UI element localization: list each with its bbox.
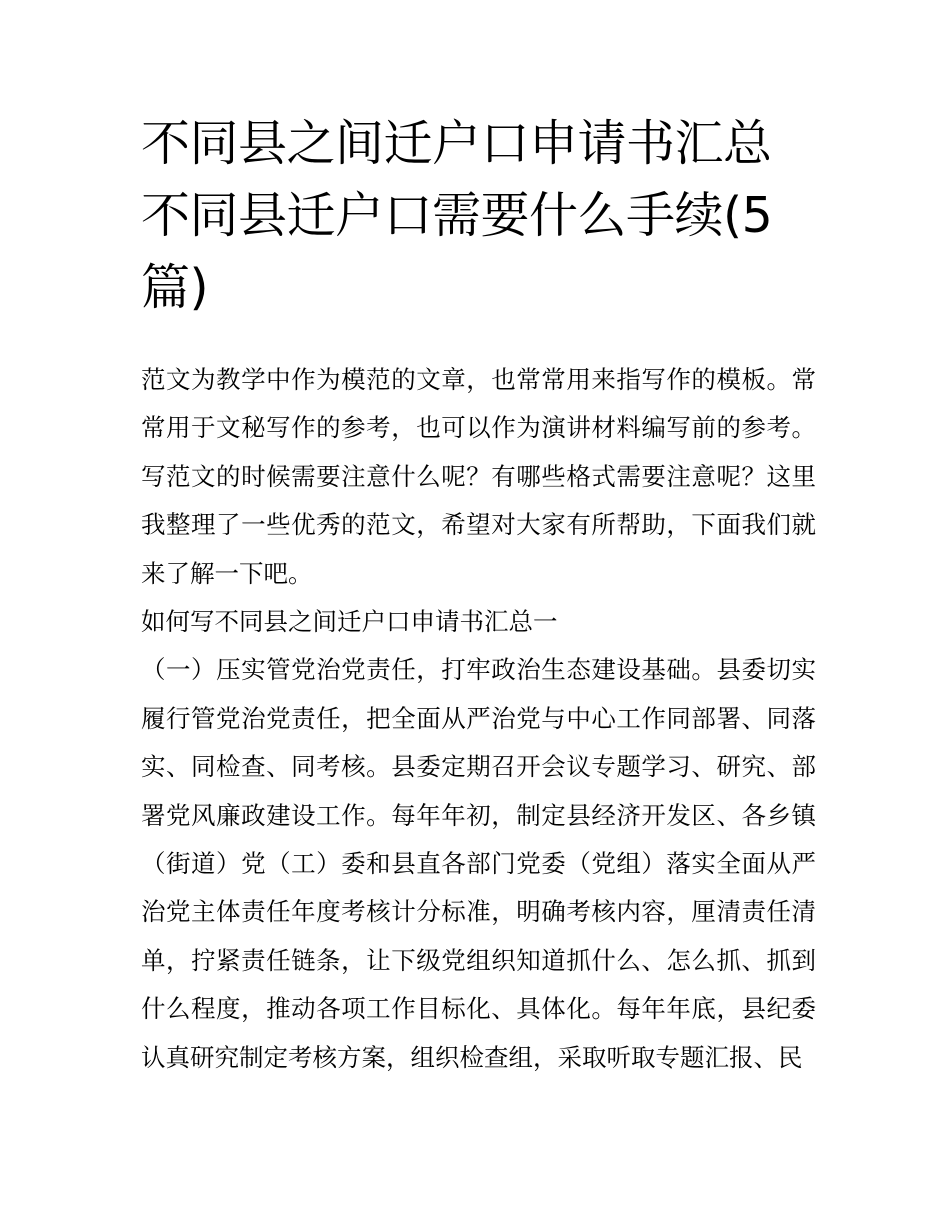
document-title: 不同县之间迁户口申请书汇总 不同县迁户口需要什么手续(5篇)	[141, 115, 773, 316]
intro-paragraph: 范文为教学中作为模范的文章，也常常用来指写作的模板。常常用于文秘写作的参考，也可以作为演讲材料编写前的参考。写范文的时候需要注意什么呢？有哪些格式需要注意呢？这里我整理了一些优秀的范文，希望对大家有所帮助，下面我们就来了解一下吧。	[141, 365, 816, 588]
section-paragraph: （一）压实管党治党责任，打牢政治生态建设基础。县委切实履行管党治党责任，把全面从严治党与中心工作同部署、同落实、同检查、同考核。县委定期召开会议专题学习、研究、部署党风廉政建设工作。每年年初，制定县经济开发区、各乡镇（街道）党（工）委和县直各部门党委（党组）落实全面从严治党主体责任年度考核计分标准，明确考核内容，厘清责任清单，拧紧责任链条，让下级党组织知道抓什么、怎么抓、抓到什么程度，推动各项工作目标化、具体化。每年年底，县纪委认真研究制定考核方案，组织检查组，采取听取专题汇报、民	[141, 655, 816, 1072]
document-body	[141, 356, 816, 1082]
section-heading: 如何写不同县之间迁户口申请书汇总一	[141, 607, 558, 637]
